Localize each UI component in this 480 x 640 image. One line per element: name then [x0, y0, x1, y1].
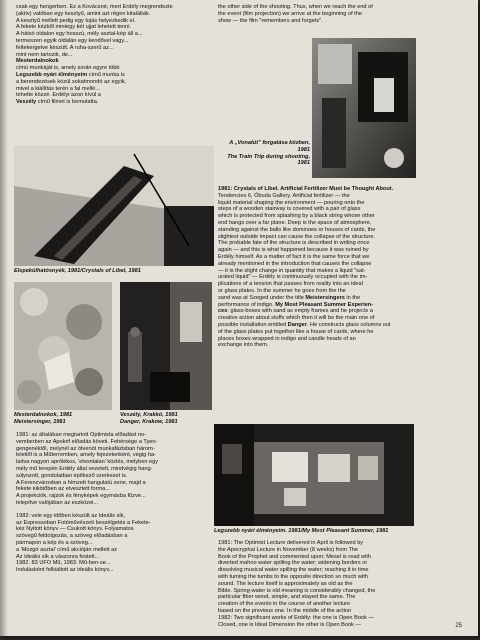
caption-fragment: Mesterdalnokok,	[14, 412, 59, 418]
bold-title: Mesterdalnokok	[16, 58, 59, 65]
text-line: sound. The lecture itself is approximately as old as the	[218, 580, 353, 587]
text-line: already mentioned in the introduction that causes the collapse	[218, 260, 372, 267]
photo-pleasant-summer	[214, 424, 414, 526]
text-line: which is protected from splashing by a black string whose other	[218, 213, 375, 220]
text-line: 1982. 83 UFO Mű, 1983. Mű-ben-se...	[16, 560, 111, 567]
caption-line: Veszély, Krakkó, 1981	[120, 412, 178, 418]
bold-title: Legszebb nyári élményeim	[16, 71, 88, 78]
caption-fragment: 1981	[53, 418, 66, 425]
text-line: A kesztyű mellett pedig egy tojás helyezkedik el.	[16, 17, 136, 24]
text-line: leletiől is a Műterremben, amely fejezetenként, végig ha-	[16, 452, 156, 459]
caption-danger-krakow	[120, 412, 212, 426]
photo-meistersinger	[14, 282, 112, 410]
text-line: kéz Nyitott könyv — Csukott könyv. Folyamatos	[16, 526, 134, 533]
right-bottom-text	[218, 540, 416, 632]
text-line: places boxes wrapped in indigo and candle heads of an	[218, 335, 356, 342]
text-line: A projekciók, rajzok és fényképek egymásba fűzve...	[16, 493, 146, 500]
text-line: telepítve valójában az eszközei...	[16, 499, 99, 506]
text-line: slightest outside impact can cause the collapse of the structure.	[218, 233, 376, 240]
text-line: plications of a tension that passes from reality into an ideal	[218, 281, 363, 288]
text-line: csak egy hengerben. Ez a Kovácsné, mert Erdély megrendezte	[16, 4, 173, 10]
text-line	[218, 302, 416, 309]
text-line: or glass plates. In the summer he goes from the the	[218, 287, 346, 294]
text-line: mivel a kiállítás terén a fal mellé...	[16, 85, 100, 92]
text-line: end hangs over a far plane. Deep is the space of atmosphere,	[218, 219, 372, 226]
photo-danger-krakow	[120, 282, 212, 410]
caption-line: The Train Trip during shooting,	[227, 153, 310, 160]
text-fragment: sand was at Szeged under the title	[218, 294, 304, 301]
photo-train-trip-image	[312, 38, 416, 178]
text-line: of the glass plates put together like a house of cards, where he	[218, 328, 374, 335]
caption-line: A „Vonatút” forgatása közben,	[229, 140, 310, 146]
text-line: Indulásként felkiáltott az ideális könyv...	[16, 567, 114, 574]
caption-fragment: Meistersinger,	[14, 418, 52, 425]
text-line: a berendezések közül sokatmondó az egyik,	[16, 78, 127, 85]
text-line: 1982: vele egy időben készült az Ideális sík,	[16, 512, 126, 519]
text-line	[16, 72, 216, 79]
text-fragment: . He constructs glass columns out	[306, 321, 391, 328]
photo-summer-image	[214, 424, 414, 526]
caption-line	[14, 419, 112, 426]
text-line: particular fiber wood, simple, and stayed the same. The	[218, 594, 356, 601]
text-line: mint nem tartozik, de...	[16, 51, 73, 58]
text-line: creative action about stuffs which then it will be the main one of	[218, 315, 375, 322]
text-line: 1981: az általában megtartott Optimista előadást no-	[16, 432, 146, 438]
caption-train-trip	[212, 140, 310, 167]
text-line: liquid material shaping the environment — pouring onto the	[218, 199, 365, 206]
text-line: feltekergetve készült. A ruha-szerű az...	[16, 44, 114, 51]
bold-title: My Most Pleasant Summer Experien-	[275, 301, 374, 308]
text-line: pármapon a kép és a szöveg...	[16, 539, 93, 546]
text-line: Az Ideális sík a vászonra festett...	[16, 553, 100, 560]
text-line: with turning the tumbs to the opposite direction so much with	[218, 573, 368, 580]
text-fragment: in the	[344, 294, 361, 301]
text-line: fekete kikötőben az elvesztett forma...	[16, 486, 110, 493]
text-line: tehette közzé. Erdélyi azon kívül a	[16, 92, 101, 99]
photo-crystals-of-libel	[14, 146, 214, 266]
text-line: termeszen egyik oldalán egy kendővel vagy...	[16, 37, 129, 44]
text-line: (aktív) valóban egy kesztyű, amint azt régen kitalálták.	[16, 10, 151, 17]
text-line: az Espressoban Fotóművészeti beszélgetés a Fekete-	[16, 519, 151, 526]
caption-line: Danger, Krakow, 1981	[120, 418, 178, 425]
page-number: 25	[455, 623, 462, 629]
text-line: mély mű terepén Erdély által vezetett, mindvégig hang-	[16, 465, 153, 472]
text-line: dissolving musical water spilling the water; reaching it in time	[218, 567, 369, 574]
bold-title: ces	[218, 308, 228, 315]
left-bottom-text	[16, 432, 212, 628]
text-line: Book of the Prophet and commented upon; Mesel is read with	[218, 553, 371, 560]
text-line: exchange into them.	[218, 342, 269, 349]
text-line: 1981: The Optimist Lecture delivered in April is followed by	[218, 540, 364, 546]
text-line: show — the film "remembers and forgets".	[218, 17, 323, 24]
caption-meistersinger	[14, 412, 112, 426]
text-line: based on the previous one. In the middle of the action	[218, 607, 352, 614]
text-line	[16, 58, 216, 65]
text-line: Closed, one is Ideal Dimension the other is Open Book —	[218, 621, 362, 628]
caption-line: 1981	[297, 146, 310, 153]
photo-meistersinger-image	[14, 282, 112, 410]
text-line	[218, 308, 416, 315]
caption-line: 1981	[297, 160, 310, 167]
text-line: A hátsó oldalon egy hosszú, mély asztal-kép áll a...	[16, 31, 143, 38]
caption-line	[14, 412, 112, 419]
text-line: Erdély himself. As a matter of fact it is the same force that we	[218, 253, 370, 260]
text-line: urated liquid" — Erdély is continuously occupied with the im-	[218, 274, 368, 281]
caption-pleasant-summer: Legszebb nyári élményeim. 1981/My Most Pleasant Summer, 1981	[214, 528, 389, 534]
text-line: Bible. Spring-water is old meaning is considerably changed, the	[218, 587, 376, 594]
caption-fragment: 1981	[59, 412, 73, 418]
text-line: A fekete kézből mintegy két ujjat lehetett tenni.	[16, 24, 132, 31]
bold-title: Danger	[287, 321, 307, 328]
text-line: the Apocryphal Lecture in November (8 weeks) from The	[218, 546, 359, 553]
text-line: 1982: Two significant works of Erdély: the one is Open Book —	[218, 614, 374, 621]
text-fragment: performance of indigo.	[218, 301, 274, 308]
photo-train-trip	[312, 38, 416, 178]
text-fragment: possible installation entitled	[218, 321, 287, 328]
text-fragment: című munka is	[87, 71, 125, 78]
caption-crystals-of-libel: Elspekülhatósnyék, 1981/Crystals of Libel, 1981	[14, 268, 141, 274]
text-line: Tendencies 6, Óbuda Gallery. Artificial fertilizer — the	[218, 192, 350, 199]
photo-crystals-image	[14, 146, 214, 266]
text-line: standing against the balls like dominoes or houses of cards, the	[218, 226, 376, 233]
text-line: — it is the slight change in quantity that makes a liquid "sat-	[218, 267, 366, 274]
text-line: steps of a wooden stairway is covered with a pair of glass	[218, 206, 361, 213]
bold-title: Meistersingers	[305, 294, 345, 301]
text-line: diverted mahoo water spilling the water; widening borders or	[218, 560, 368, 567]
bold-title: 1981: Crystals of Libel. Artificial Fertilizer Must be Thought About.	[218, 186, 394, 192]
text-line	[218, 322, 416, 329]
photo-danger-image	[120, 282, 212, 410]
text-line: ladva nagyon aprólékos, 'elvontalan' közlés, melyben egy	[16, 459, 159, 466]
text-line: The probable fate of the structure is described in writing once	[218, 240, 370, 247]
text-line: the event (film projection) we arrive at the beginning of the	[218, 10, 362, 17]
text-line	[218, 295, 416, 302]
text-line	[218, 186, 416, 193]
text-fragment: : glass-boxes with sand as empty frames and he projects a	[227, 308, 373, 315]
text-line: címü munkáját is, amely során egyre több	[16, 65, 120, 72]
page-gutter-shadow	[0, 0, 8, 636]
text-line	[16, 99, 216, 106]
right-mid-text	[218, 186, 416, 420]
bold-title: Veszély	[16, 99, 37, 106]
text-line: a 'Mozgó asztal' című akcióján mellett az	[16, 546, 118, 553]
text-line: the other side of the shooting. Thus, when we reach the end of	[218, 4, 373, 10]
left-top-text	[16, 4, 216, 128]
text-line: gengenéktől, melynél az ötvenöt munkafázisban három-	[16, 445, 155, 452]
text-line: A Ferencvárosban a hímzett hangulatú zene, majd a	[16, 479, 146, 486]
text-line: súlyozott, gondolatban építkező szerkezet is.	[16, 472, 128, 479]
text-line: szövegű feldolgozás, a szöveg előadásban a	[16, 533, 128, 540]
text-line: vemberben az Apokrif előadás követi. Fehérsége a Tyen-	[16, 438, 158, 445]
text-line: creation of the events in the course of another lecture	[218, 601, 351, 608]
text-line: again — and this is what happened because it was ruined by	[218, 247, 369, 254]
right-top-text	[218, 4, 416, 34]
text-fragment: című filmet is bemutatta.	[37, 99, 99, 106]
